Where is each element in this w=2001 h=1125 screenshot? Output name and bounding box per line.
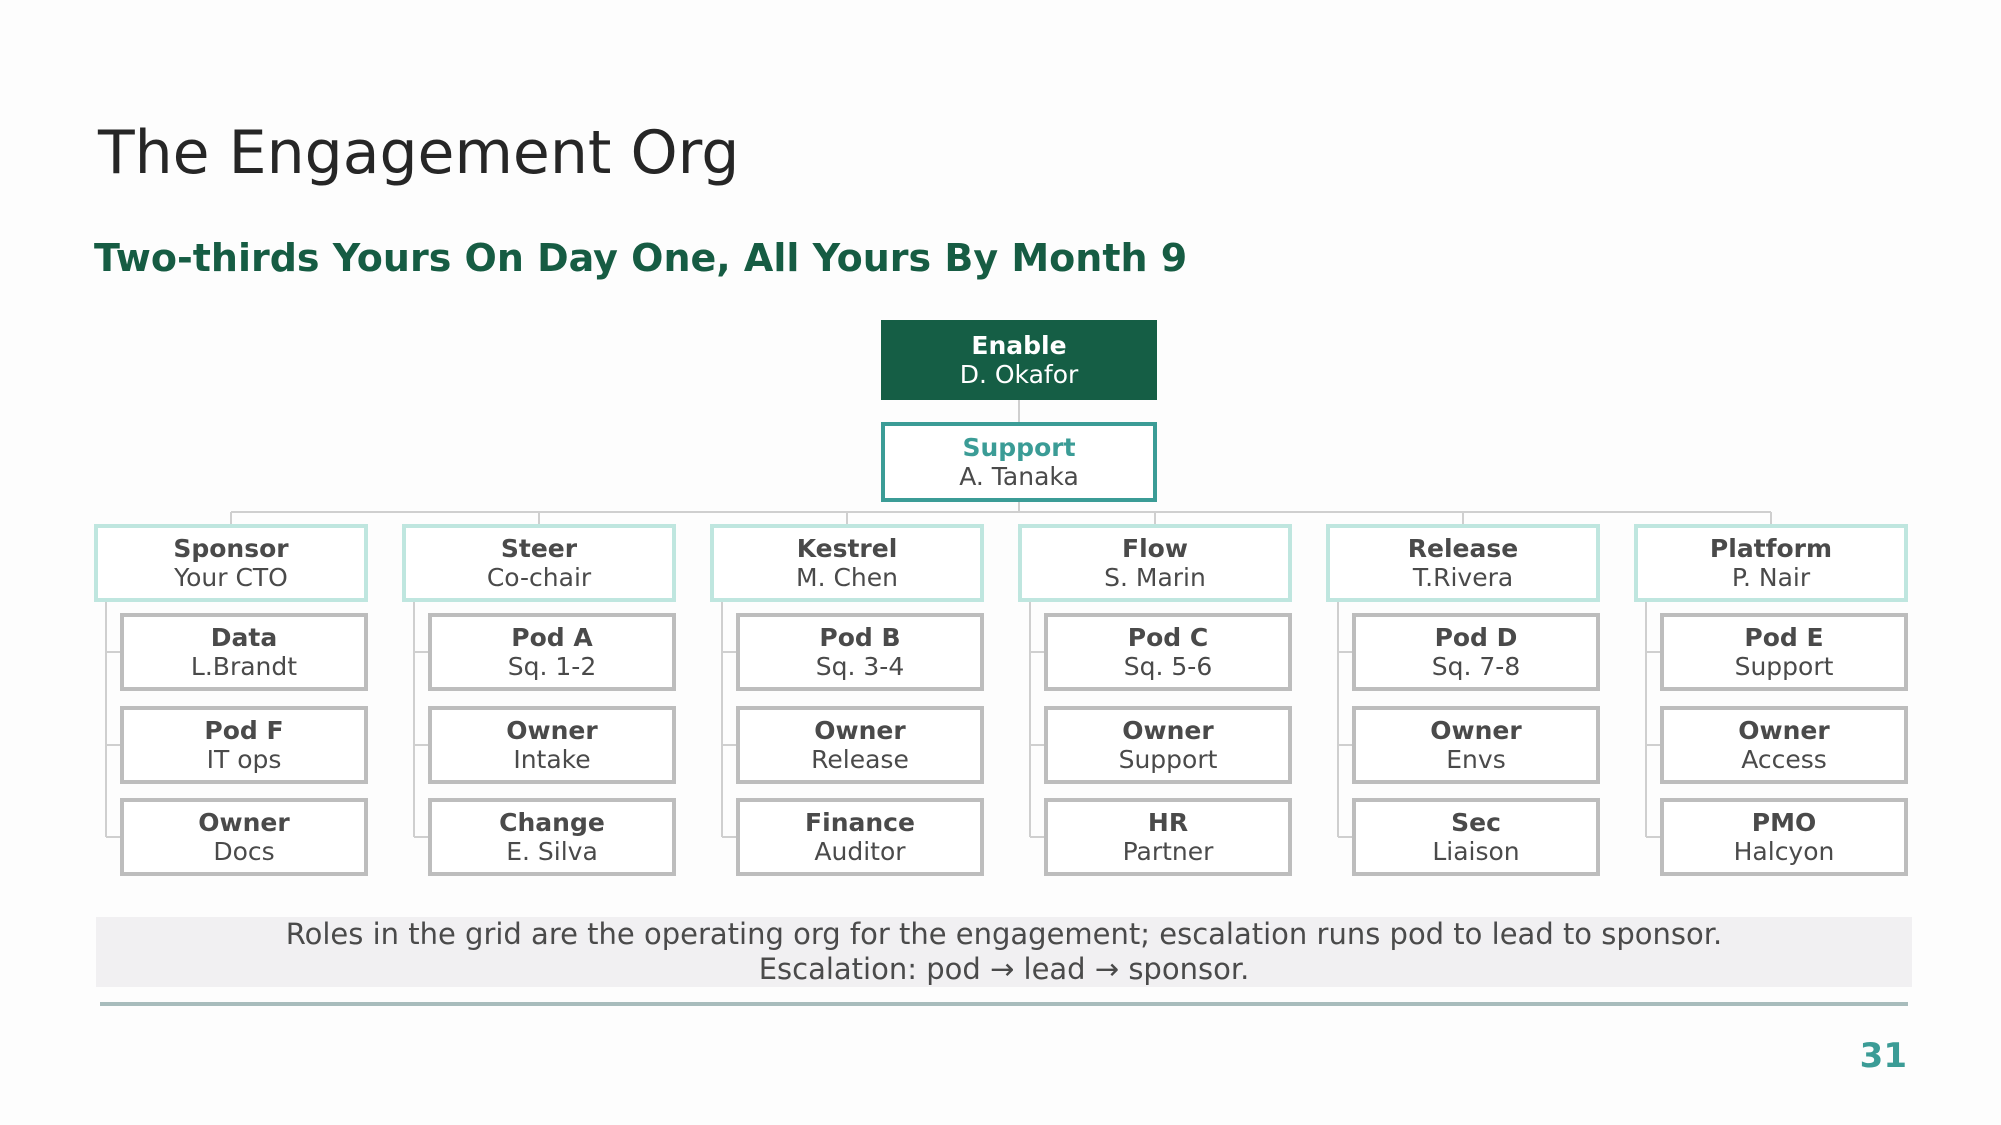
member-box <box>736 706 984 784</box>
member-name: Release <box>811 745 909 774</box>
lead-title: Steer <box>500 533 578 563</box>
org-support-box <box>881 422 1157 502</box>
footer-rule <box>100 1002 1908 1006</box>
member-box <box>736 798 984 876</box>
member-title: Pod E <box>1744 622 1824 652</box>
member-name: Liaison <box>1432 837 1520 866</box>
member-title: Pod A <box>511 622 593 652</box>
member-name: Sq. 3-4 <box>815 652 905 681</box>
lead-name: S. Marin <box>1104 563 1206 592</box>
lead-name: Your CTO <box>174 563 288 592</box>
member-name: L.Brandt <box>190 652 298 681</box>
note-line-1: Roles in the grid are the operating org for the engagement; escalation runs pod to lead to sponsor. <box>285 917 1723 952</box>
member-title: Owner <box>198 807 290 837</box>
member-name: Auditor <box>814 837 906 866</box>
member-box <box>1660 613 1908 691</box>
lead-box-platform <box>1634 524 1908 602</box>
member-title: Pod F <box>204 715 284 745</box>
member-box <box>1044 613 1292 691</box>
slide-title: The Engagement Org <box>98 118 740 188</box>
note-line-2: Escalation: pod → lead → sponsor. <box>758 952 1250 986</box>
member-title: Change <box>499 807 605 837</box>
lead-box-kestrel <box>710 524 984 602</box>
member-title: Pod D <box>1434 622 1518 652</box>
member-name: Intake <box>513 745 591 774</box>
org-top-box <box>881 320 1157 400</box>
lead-title: Kestrel <box>796 533 898 563</box>
member-box <box>1044 706 1292 784</box>
member-title: Pod C <box>1127 622 1209 652</box>
member-box <box>1352 706 1600 784</box>
member-box <box>1660 798 1908 876</box>
member-name: Sq. 1-2 <box>507 652 597 681</box>
member-box <box>1352 613 1600 691</box>
member-name: E. Silva <box>506 837 598 866</box>
lead-name: T.Rivera <box>1412 563 1514 592</box>
member-box <box>1660 706 1908 784</box>
member-title: Owner <box>1738 715 1830 745</box>
member-name: Support <box>1118 745 1218 774</box>
lead-title: Platform <box>1709 533 1833 563</box>
member-box <box>1044 798 1292 876</box>
org-support-name: A. Tanaka <box>959 462 1079 491</box>
page-number: 31 <box>1859 1036 1907 1076</box>
member-title: Data <box>210 622 278 652</box>
member-box <box>428 613 676 691</box>
member-title: Pod B <box>819 622 901 652</box>
member-name: Access <box>1741 745 1827 774</box>
member-title: Finance <box>805 807 915 837</box>
member-box <box>120 613 368 691</box>
member-name: Envs <box>1446 745 1506 774</box>
lead-title: Flow <box>1122 533 1188 563</box>
org-top-title: Enable <box>971 330 1067 360</box>
member-name: Sq. 5-6 <box>1123 652 1213 681</box>
member-title: Owner <box>814 715 906 745</box>
member-box <box>120 798 368 876</box>
lead-name: P. Nair <box>1731 563 1811 592</box>
member-title: Owner <box>1122 715 1214 745</box>
org-support-title: Support <box>962 432 1076 462</box>
member-box <box>428 706 676 784</box>
member-title: Owner <box>1430 715 1522 745</box>
slide-subtitle: Two-thirds Yours On Day One, All Yours By Month 9 <box>94 236 1188 280</box>
member-name: Sq. 7-8 <box>1431 652 1521 681</box>
lead-box-steer <box>402 524 676 602</box>
lead-title: Sponsor <box>173 533 289 563</box>
member-name: Partner <box>1122 837 1214 866</box>
member-box <box>120 706 368 784</box>
escalation-note <box>96 917 1912 987</box>
lead-box-flow <box>1018 524 1292 602</box>
lead-title: Release <box>1407 533 1519 563</box>
lead-box-sponsor <box>94 524 368 602</box>
member-box <box>1352 798 1600 876</box>
member-name: IT ops <box>206 745 282 774</box>
lead-box-release <box>1326 524 1600 602</box>
member-name: Support <box>1734 652 1834 681</box>
lead-name: M. Chen <box>796 563 898 592</box>
member-name: Docs <box>213 837 275 866</box>
lead-name: Co-chair <box>486 563 592 592</box>
member-title: Owner <box>506 715 598 745</box>
member-name: Halcyon <box>1733 837 1835 866</box>
member-title: PMO <box>1751 807 1817 837</box>
member-title: Sec <box>1451 807 1501 837</box>
org-top-name: D. Okafor <box>959 360 1079 389</box>
member-box <box>736 613 984 691</box>
member-title: HR <box>1147 807 1189 837</box>
member-box <box>428 798 676 876</box>
